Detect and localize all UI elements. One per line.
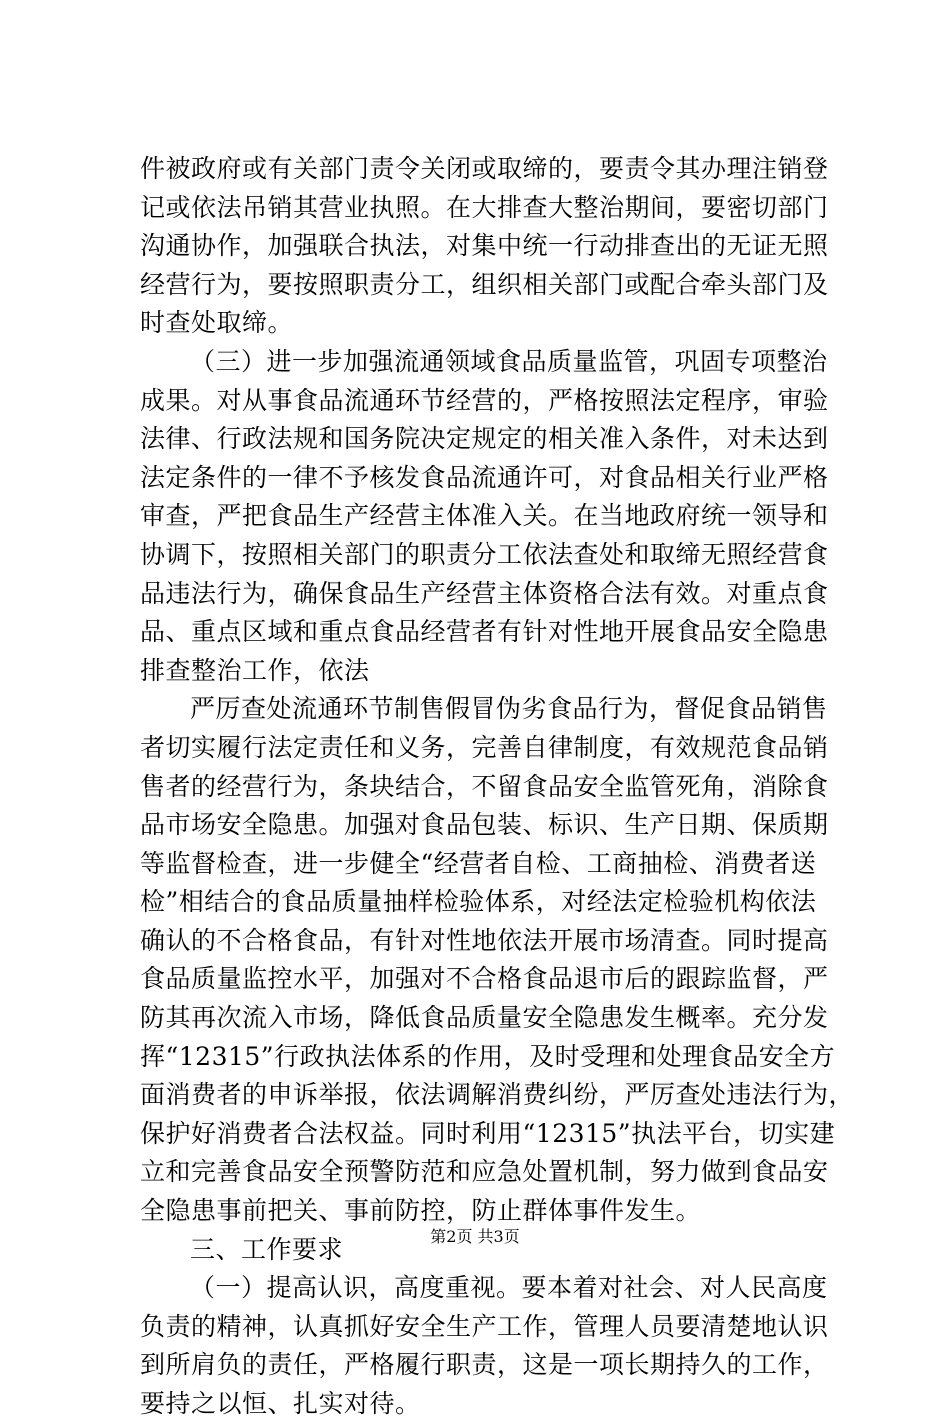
text-line: 记或依法吊销其营业执照。在大排查大整治期间，要密切部门 bbox=[140, 192, 829, 222]
text-line: 协调下，按照相关部门的职责分工依法查处和取缔无照经营食 bbox=[140, 539, 829, 569]
text-line: 品市场安全隐患。加强对食品包装、标识、生产日期、保质期 bbox=[140, 810, 829, 840]
text-line: 保护好消费者合法权益。同时利用“12315”执法平台，切实建 bbox=[140, 1118, 836, 1148]
text-line: 品、重点区域和重点食品经营者有针对性地开展食品安全隐患 bbox=[140, 617, 829, 647]
text-line: 法律、行政法规和国务院决定规定的相关准入条件，对未达到 bbox=[140, 424, 829, 454]
text-line: 到所肩负的责任，严格履行职责，这是一项长期持久的工作， bbox=[140, 1350, 829, 1380]
text-line: 者切实履行法定责任和义务，完善自律制度，有效规范食品销 bbox=[140, 732, 829, 762]
text-line: 品违法行为，确保食品生产经营主体资格合法有效。对重点食 bbox=[140, 578, 829, 608]
text-line: 审查，严把食品生产经营主体准入关。在当地政府统一领导和 bbox=[140, 501, 829, 531]
text-line: 经营行为，要按照职责分工，组织相关部门或配合牵头部门及 bbox=[140, 269, 829, 299]
text-line: （一）提高认识，高度重视。要本着对社会、对人民高度 bbox=[190, 1273, 828, 1303]
text-line: 件被政府或有关部门责令关闭或取缔的，要责令其办理注销登 bbox=[140, 154, 829, 183]
text-line: 排查整治工作，依法 bbox=[140, 655, 370, 685]
text-line: 立和完善食品安全预警防范和应急处置机制，努力做到食品安 bbox=[140, 1157, 829, 1187]
paragraph-enforcement bbox=[140, 690, 855, 1230]
text-line: 法定条件的一律不予核发食品流通许可，对食品相关行业严格 bbox=[140, 462, 829, 492]
text-line: 等监督检查，进一步健全“经营者自检、工商抽检、消费者送 bbox=[140, 848, 817, 878]
text-line: 成果。对从事食品流通环节经营的，严格按照法定程序，审验 bbox=[140, 385, 829, 415]
text-line: 三、工作要求 bbox=[190, 1234, 344, 1264]
text-line: 面消费者的申诉举报，依法调解消费纠纷，严厉查处违法行为， bbox=[140, 1080, 855, 1110]
text-line: （三）进一步加强流通领域食品质量监管，巩固专项整治 bbox=[190, 346, 828, 376]
text-line: 沟通协作，加强联合执法，对集中统一行动排查出的无证无照 bbox=[140, 231, 829, 261]
page-footer: 第2页 共3页 bbox=[430, 1227, 520, 1246]
text-line: 要持之以恒、扎实对待。 bbox=[140, 1389, 421, 1418]
paragraph-continuation bbox=[140, 150, 830, 343]
paragraph-requirement-1 bbox=[140, 1269, 830, 1423]
text-line: 确认的不合格食品，有针对性地依法开展市场清查。同时提高 bbox=[140, 925, 829, 955]
text-line: 食品质量监控水平，加强对不合格食品退市后的跟踪监督，严 bbox=[140, 964, 829, 994]
text-line: 全隐患事前把关、事前防控，防止群体事件发生。 bbox=[140, 1196, 702, 1226]
text-line: 检”相结合的食品质量抽样检验体系，对经法定检验机构依法 bbox=[140, 887, 817, 917]
paragraph-section-3 bbox=[140, 343, 830, 690]
text-line: 防其再次流入市场，降低食品质量安全隐患发生概率。充分发 bbox=[140, 1003, 829, 1033]
text-line: 售者的经营行为，条块结合，不留食品安全监管死角，消除食 bbox=[140, 771, 829, 801]
text-line: 严厉查处流通环节制售假冒伪劣食品行为，督促食品销售 bbox=[190, 694, 828, 724]
text-line: 负责的精神，认真抓好安全生产工作，管理人员要清楚地认识 bbox=[140, 1311, 829, 1341]
text-line: 挥“12315”行政执法体系的作用，及时受理和处理食品安全方 bbox=[140, 1041, 836, 1071]
text-line: 时查处取缔。 bbox=[140, 308, 294, 338]
